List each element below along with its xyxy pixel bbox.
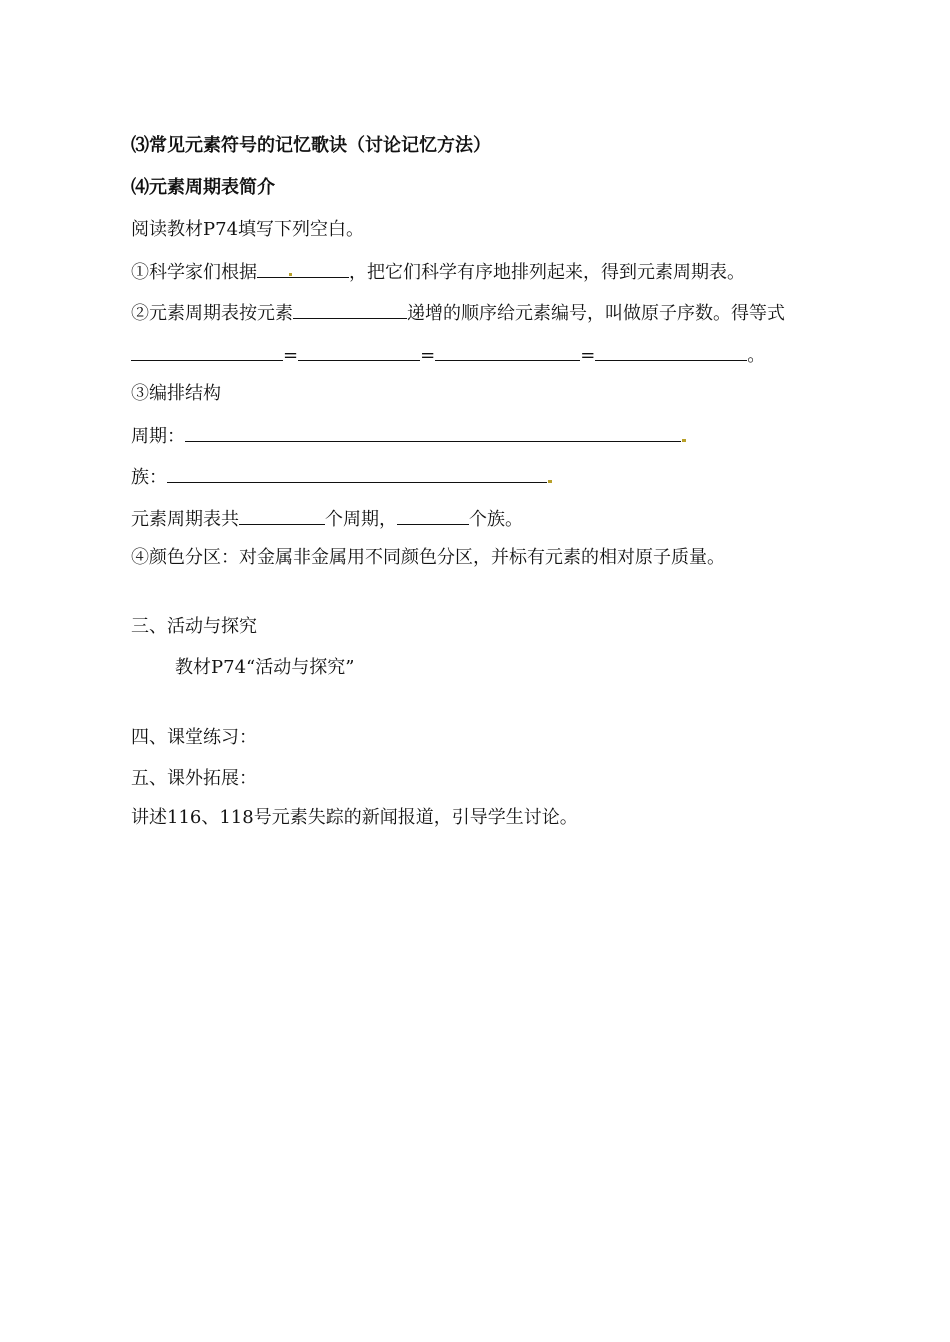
blank-group-description[interactable]: [167, 464, 547, 483]
heading-symbol-mnemonics: ⑶常见元素符号的记忆歌诀（讨论记忆方法）: [131, 135, 491, 156]
mark-dot: [682, 439, 686, 442]
blank-equation-1[interactable]: [131, 342, 283, 361]
blank-equation-2[interactable]: [298, 342, 420, 361]
question-1: [131, 259, 745, 283]
activity-reference: 教材P74“活动与探究”: [175, 657, 355, 678]
count-prefix: 元素周期表共: [131, 509, 239, 530]
reading-instruction: 阅读教材P74填写下列空白。: [131, 219, 365, 240]
mark-dot: [548, 480, 552, 483]
heading-periodic-table-intro: ⑷元素周期表简介: [131, 177, 275, 198]
section-exercise-heading: 四、课堂练习：: [131, 727, 257, 748]
blank-group-count[interactable]: [397, 506, 469, 525]
count-middle: 个周期，: [325, 509, 397, 530]
question-2-suffix: 递增的顺序给元素编号，叫做原子序数。得等式: [407, 303, 785, 324]
question-2-prefix: ②元素周期表按元素: [131, 303, 293, 324]
count-row: [131, 506, 523, 530]
blank-period-count[interactable]: [239, 506, 325, 525]
section-activity-heading: 三、活动与探究: [131, 616, 257, 637]
equation-row: [131, 342, 765, 366]
blank-arrangement-basis[interactable]: [257, 259, 349, 278]
blank-period-description[interactable]: [185, 423, 681, 442]
equals-sign: =: [420, 345, 436, 366]
blank-increasing-quantity[interactable]: [293, 300, 407, 319]
question-3: ③编排结构: [131, 383, 221, 404]
section-extension-heading: 五、课外拓展：: [131, 768, 257, 789]
blank-equation-3[interactable]: [435, 342, 580, 361]
question-2: [131, 300, 785, 324]
count-suffix: 个族。: [469, 509, 523, 530]
period-row: [131, 423, 686, 447]
question-4: ④颜色分区：对金属非金属用不同颜色分区，并标有元素的相对原子质量。: [131, 547, 725, 568]
equals-sign: =: [283, 345, 299, 366]
question-1-suffix: ，把它们科学有序地排列起来，得到元素周期表。: [349, 262, 745, 283]
period-label: 周期：: [131, 426, 185, 447]
equation-end: 。: [747, 345, 766, 366]
extension-text: 讲述116、118号元素失踪的新闻报道，引导学生讨论。: [131, 807, 578, 828]
blank-equation-4[interactable]: [595, 342, 747, 361]
group-row: [131, 464, 552, 488]
equals-sign: =: [580, 345, 596, 366]
question-1-prefix: ①科学家们根据: [131, 262, 257, 283]
group-label: 族：: [131, 467, 167, 488]
